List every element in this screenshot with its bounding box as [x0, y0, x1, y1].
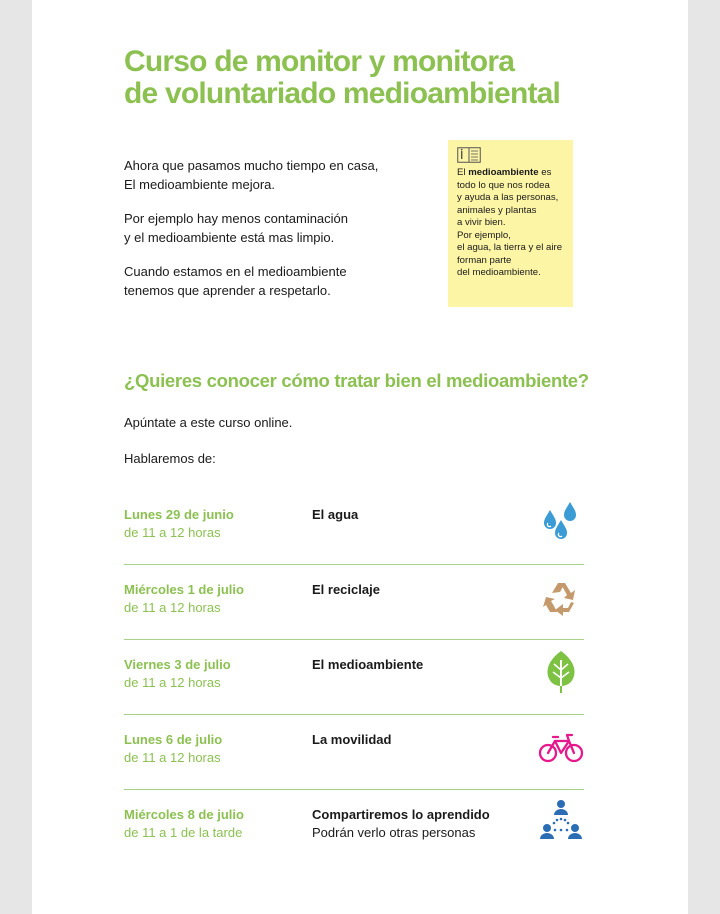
intro-line: El medioambiente mejora.	[124, 177, 276, 192]
intro-paragraph	[124, 156, 424, 194]
intro-line: Por ejemplo hay menos contaminación	[124, 211, 349, 226]
people-network-icon	[538, 798, 584, 844]
title-line-2: de voluntariado medioambiental	[124, 77, 561, 110]
session-date: Viernes 3 de julio	[124, 657, 231, 672]
session-row	[124, 640, 584, 715]
note-text-part: es	[538, 167, 552, 178]
session-topic: El reciclaje	[312, 582, 380, 597]
water-drops-icon	[538, 498, 584, 544]
session-topic: Compartiremos lo aprendido	[312, 807, 490, 822]
session-topic: La movilidad	[312, 732, 392, 747]
note-text-part: el agua, la tierra y el aire	[457, 242, 563, 253]
intro-line: Cuando estamos en el medioambiente	[124, 264, 347, 279]
note-line	[457, 180, 564, 193]
session-date: Lunes 6 de julio	[124, 732, 223, 747]
note-text	[457, 167, 564, 280]
leaf-icon	[538, 648, 584, 694]
page-title	[124, 46, 560, 110]
note-text-part: Por ejemplo,	[457, 229, 511, 241]
session-row	[124, 715, 584, 790]
note-text-part: El	[457, 167, 469, 178]
signup-text: Apúntate a este curso online.	[124, 415, 293, 430]
note-text-part: a vivir bien.	[457, 217, 506, 228]
recycle-icon	[538, 573, 584, 619]
note-text-part: todo lo que nos rodea	[457, 179, 550, 191]
note-line	[457, 230, 564, 243]
intro-line: y el medioambiente está mas limpio.	[124, 230, 335, 245]
intro-line: Ahora que pasamos mucho tiempo en casa,	[124, 158, 379, 173]
note-line	[457, 192, 564, 205]
intro-text	[124, 156, 424, 315]
session-row	[124, 565, 584, 640]
note-line	[457, 242, 564, 255]
section-subtitle: ¿Quieres conocer cómo tratar bien el medioambiente?	[124, 370, 589, 391]
bicycle-icon	[538, 723, 584, 769]
intro-line: tenemos que aprender a respetarlo.	[124, 283, 331, 298]
session-hours: de 11 a 12 horas	[124, 750, 221, 765]
topics-intro: Hablaremos de:	[124, 451, 216, 466]
note-line	[457, 217, 564, 230]
session-hours: de 11 a 12 horas	[124, 525, 221, 540]
intro-paragraph	[124, 209, 424, 247]
note-term: medioambiente	[468, 167, 539, 178]
session-date: Miércoles 1 de julio	[124, 582, 244, 597]
session-date: Miércoles 8 de julio	[124, 807, 244, 822]
intro-paragraph	[124, 262, 424, 300]
session-date: Lunes 29 de junio	[124, 507, 234, 522]
note-text-part: y ayuda a las personas,	[457, 192, 559, 203]
session-hours: de 11 a 1 de la tarde	[124, 825, 243, 840]
note-line	[457, 267, 564, 280]
note-line	[457, 167, 564, 180]
note-text-part: del medioambiente.	[457, 267, 541, 278]
note-text-part: forman parte	[457, 254, 512, 266]
session-row	[124, 790, 584, 864]
session-topic: El agua	[312, 507, 359, 522]
document-page	[32, 0, 688, 914]
note-line	[457, 205, 564, 218]
session-topic-detail: Podrán verlo otras personas	[312, 825, 476, 840]
session-row	[124, 490, 584, 565]
sessions-list	[124, 490, 584, 864]
session-hours: de 11 a 12 horas	[124, 600, 221, 615]
note-text-part: animales y plantas	[457, 204, 537, 216]
session-hours: de 11 a 12 horas	[124, 675, 221, 690]
note-line	[457, 255, 564, 268]
title-line-1: Curso de monitor y monitora	[124, 45, 515, 78]
session-topic: El medioambiente	[312, 657, 424, 672]
book-icon	[457, 147, 481, 163]
definition-note	[448, 140, 573, 307]
